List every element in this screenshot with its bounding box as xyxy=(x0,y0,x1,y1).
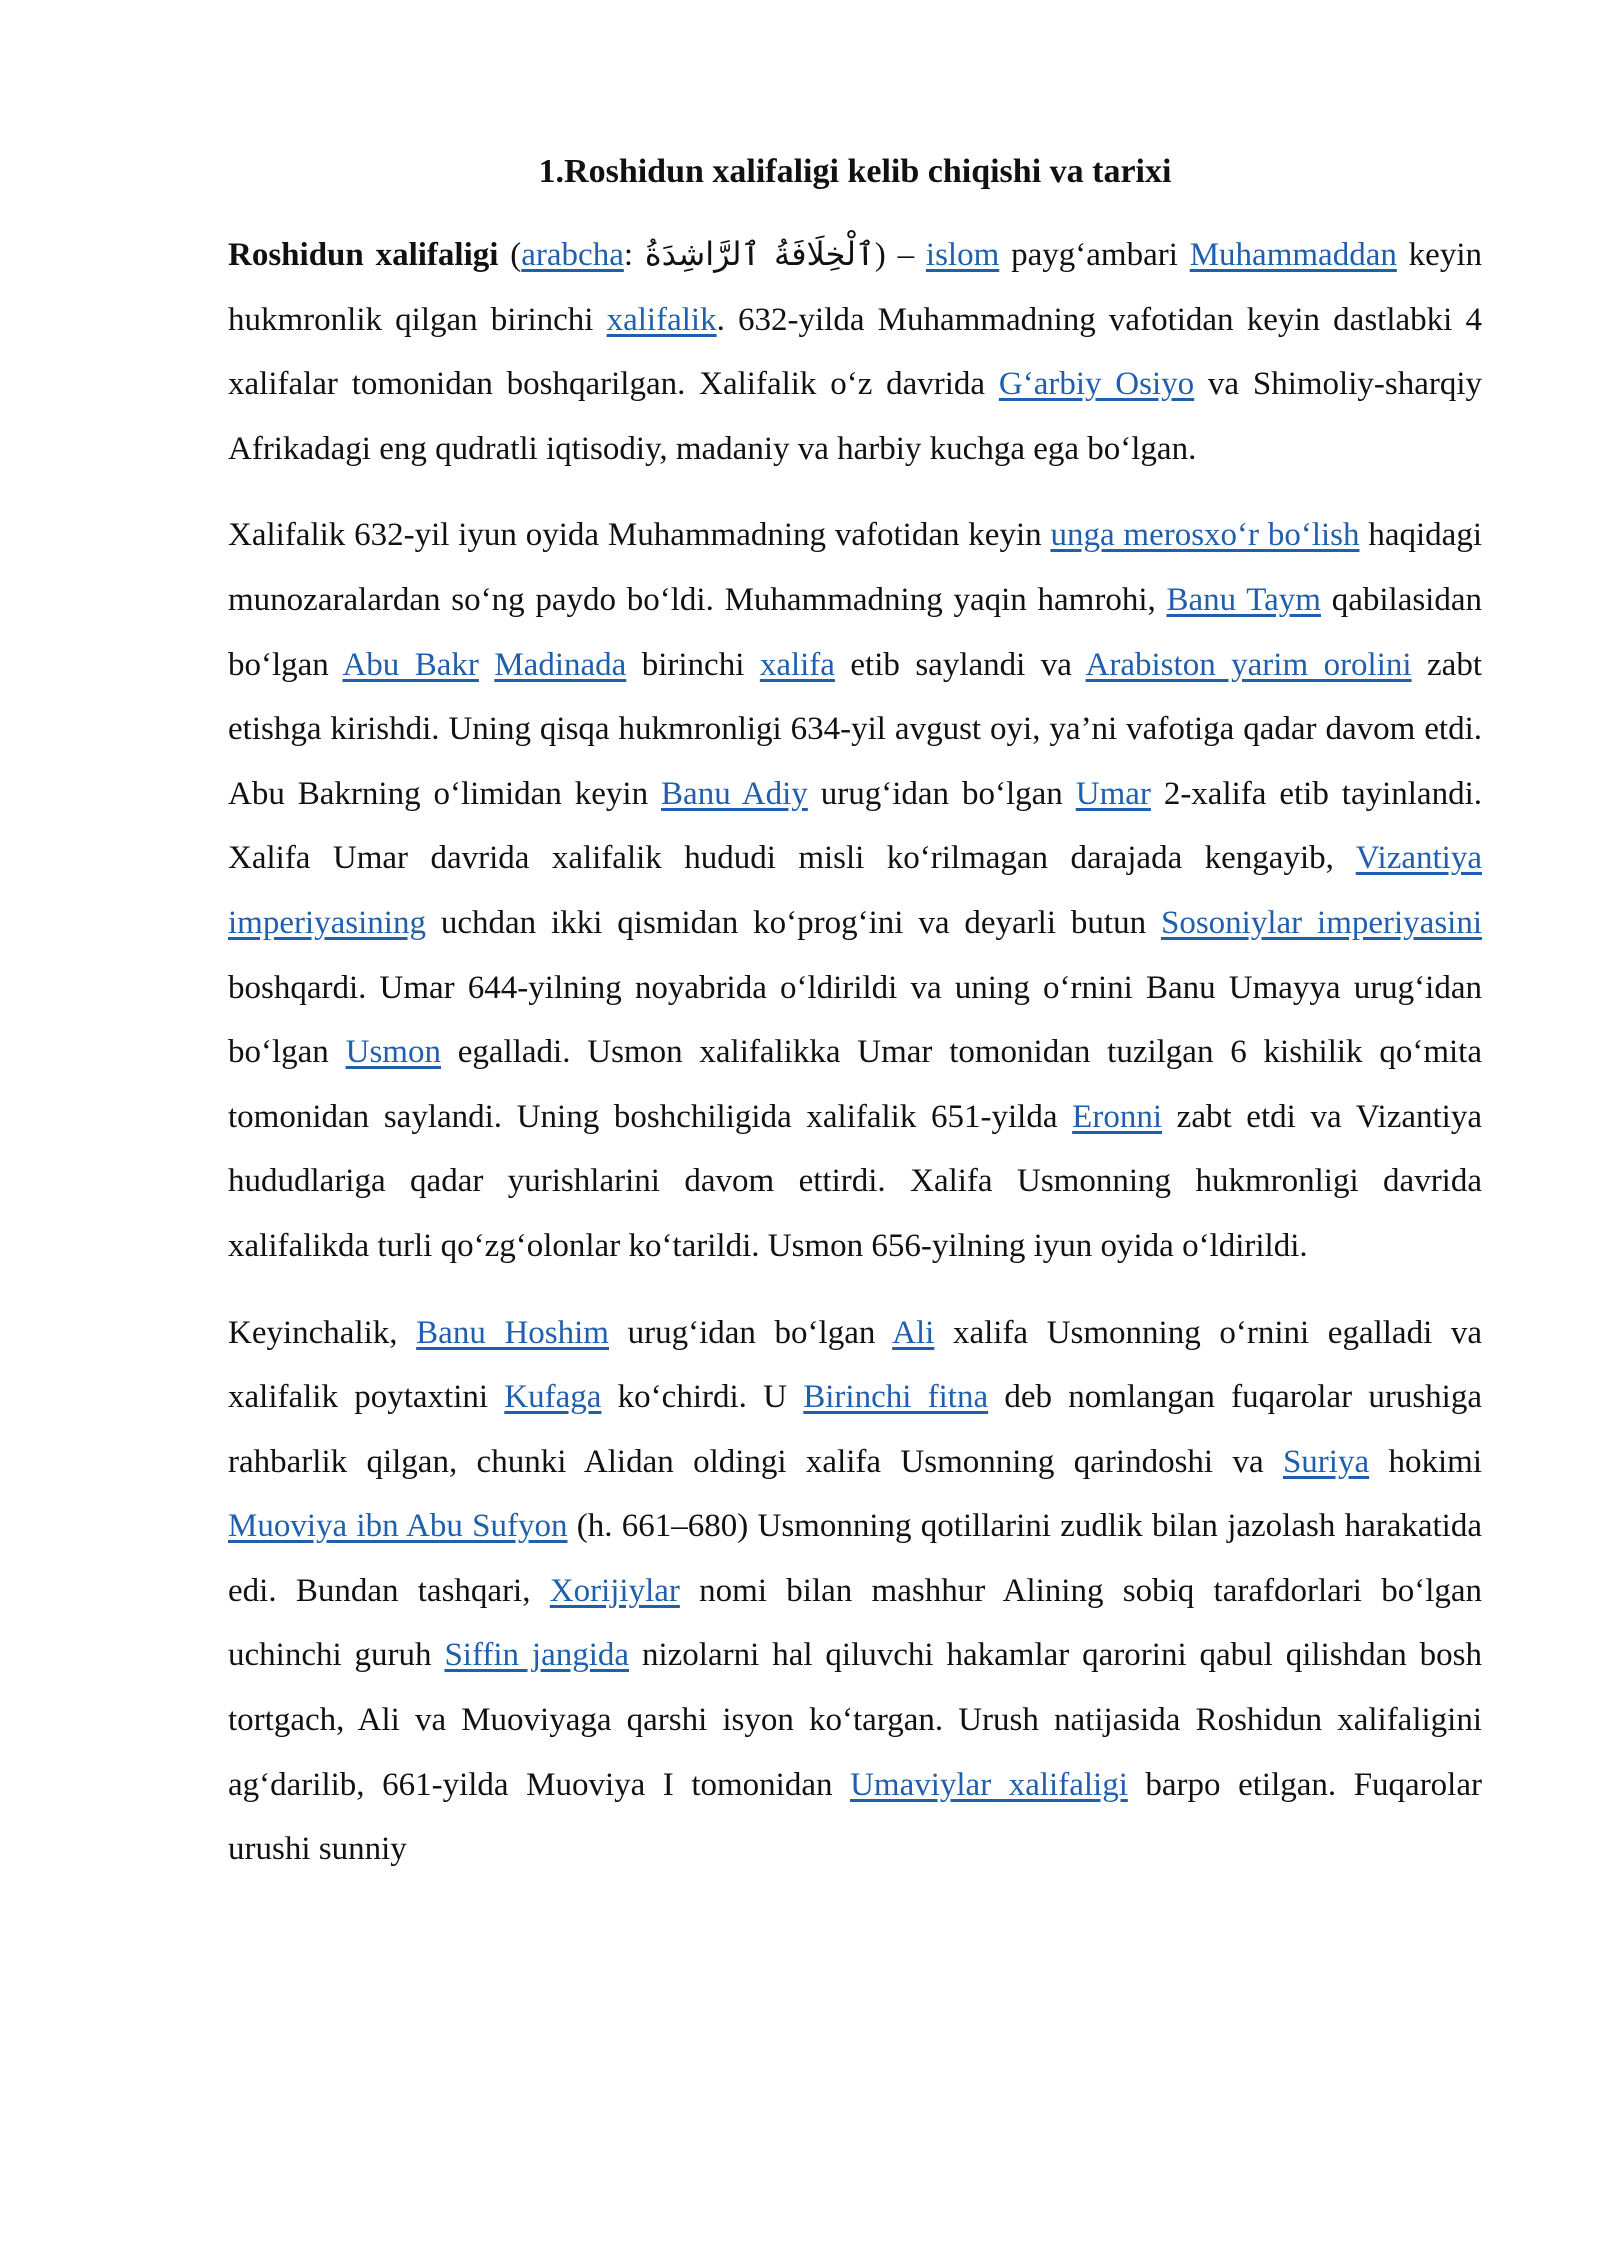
link-arabiston[interactable]: Arabiston yarim orolini xyxy=(1085,646,1412,683)
link-umar[interactable]: Umar xyxy=(1075,775,1151,812)
link-kufaga[interactable]: Kufaga xyxy=(504,1379,602,1416)
text-run: nomi bilan mashhur Alining sobiq tarafdorlari bo‘lgan uchinchi guruh xyxy=(228,1572,1483,1674)
text-run: xalifa Usmonning o‘rnini egalladi va xalifalik poytaxtini xyxy=(228,1314,1483,1416)
text-run: barpo etilgan. Fuqarolar urushi sunniy xyxy=(228,1766,1482,1868)
text-run: . 632-yilda Muhammadning vafotidan keyin dastlabki 4 xalifalar tomonidan boshqarilgan. Xalifalik o‘z davrida xyxy=(228,301,1482,403)
text-run: deb nomlangan fuqarolar urushiga rahbarlik qilgan, chunki Alidan oldingi xalifa Usmonning qarindoshi va xyxy=(228,1379,1482,1480)
link-suriya[interactable]: Suriya xyxy=(1282,1443,1370,1480)
paragraph-ali xyxy=(228,1301,1482,1882)
text-run: urug‘idan bo‘lgan xyxy=(807,775,1076,812)
text-run: etib saylandi va xyxy=(834,646,1086,683)
link-muhammaddan[interactable]: Muhammaddan xyxy=(1189,237,1397,273)
text-run: ( xyxy=(498,237,522,273)
link-ali[interactable]: Ali xyxy=(892,1314,935,1351)
text-run: va Shimoliy-sharqiy Afrikadagi eng qudratli iqtisodiy, madaniy va harbiy kuchga ega bo‘lgan. xyxy=(228,366,1483,467)
text-run: Xalifalik 632-yil iyun oyida Muhammadning vafotidan keyin xyxy=(228,517,1051,554)
link-arabcha[interactable]: arabcha xyxy=(521,237,624,273)
text-run: urug‘idan bo‘lgan xyxy=(608,1314,893,1351)
paragraph-intro xyxy=(228,222,1482,481)
text-run: zabt etdi va Vizantiya hududlariga qadar yurishlarini davom ettirdi. Xalifa Usmonning hukmronligi davrida xalifalikda turli qo‘zg‘olonlar ko‘tarildi. Usmon 656-yilning iyun oyida o‘ldirildi. xyxy=(228,1098,1482,1264)
link-usmon[interactable]: Usmon xyxy=(345,1034,441,1071)
link-vizantiya[interactable]: Vizantiya imperiyasining xyxy=(228,840,1482,941)
link-muoviya[interactable]: Muoviya ibn Abu Sufyon xyxy=(228,1508,568,1545)
text-run: haqidagi munozaralardan so‘ng paydo bo‘ldi. Muhammadning yaqin hamrohi, xyxy=(228,517,1482,618)
text-run: 2-xalifa etib tayinlandi. Xalifa Umar davrida xalifalik hududi misli ko‘rilmagan darajada kengayib, xyxy=(228,775,1482,877)
text-run: keyin hukmronlik qilgan birinchi xyxy=(228,237,1482,338)
link-eronni[interactable]: Eronni xyxy=(1072,1098,1162,1135)
link-xorijiylar[interactable]: Xorijiylar xyxy=(549,1572,680,1609)
text-run: : xyxy=(623,237,645,273)
text-run: payg‘ambari xyxy=(999,237,1190,273)
page-title: 1.Roshidun xalifaligi kelib chiqishi va tarixi xyxy=(538,153,1172,190)
text-run: birinchi xyxy=(626,646,760,683)
link-banu-hoshim[interactable]: Banu Hoshim xyxy=(416,1314,609,1351)
link-umaviylar[interactable]: Umaviylar xalifaligi xyxy=(850,1766,1128,1803)
link-xalifa[interactable]: xalifa xyxy=(759,646,835,683)
text-run: Keyinchalik, xyxy=(228,1314,417,1351)
text-run: zabt etishga kirishdi. Uning qisqa hukmronligi 634-yil avgust oyi, ya’ni vafotiga qadar davom etdi. Abu Bakrning o‘limidan keyin xyxy=(228,646,1482,812)
link-garbiy-osiyo[interactable]: G‘arbiy Osiyo xyxy=(998,366,1195,403)
link-merosxor[interactable]: unga merosxo‘r bo‘lish xyxy=(1050,517,1360,554)
term-bold: Roshidun xalifaligi xyxy=(228,237,499,273)
link-xalifalik[interactable]: xalifalik xyxy=(606,301,717,338)
text-run: hokimi xyxy=(1369,1443,1482,1480)
text-run: qabilasidan bo‘lgan xyxy=(228,581,1482,683)
link-sosoniylar[interactable]: Sosoniylar imperiyasini xyxy=(1160,904,1482,941)
text-run: ko‘chirdi. U xyxy=(601,1379,804,1416)
text-run: (h. 661–680) Usmonning qotillarini zudlik bilan jazolash harakatida edi. Bundan tashqari, xyxy=(228,1508,1482,1609)
text-run xyxy=(479,647,494,683)
paragraph-history xyxy=(228,503,1482,1278)
text-run: nizolarni hal qiluvchi hakamlar qarorini qabul qilishdan bosh tortgach, Ali va Muoviyaga qarshi isyon ko‘targan. Urush natijasida Roshidun xalifaligini ag‘darilib, 661-yilda Muoviya I tomonidan xyxy=(228,1637,1483,1803)
link-abu-bakr[interactable]: Abu Bakr xyxy=(342,646,479,683)
link-banu-taym[interactable]: Banu Taym xyxy=(1166,581,1321,618)
link-siffin[interactable]: Siffin jangida xyxy=(444,1637,630,1674)
arabic-name: ٱلْخِلَافَةُ ٱلرَّاشِدَةُ xyxy=(644,235,875,273)
text-run: boshqardi. Umar 644-yilning noyabrida o‘ldirildi va uning o‘rnini Banu Umayya urug‘idan bo‘lgan xyxy=(228,969,1482,1071)
text-run: uchdan ikki qismidan ko‘prog‘ini va deyarli butun xyxy=(425,904,1161,941)
link-banu-adiy[interactable]: Banu Adiy xyxy=(661,775,808,812)
text-run: ) – xyxy=(874,237,926,273)
link-islom[interactable]: islom xyxy=(925,237,1000,273)
link-madinada[interactable]: Madinada xyxy=(494,646,627,683)
text-run: egalladi. Usmon xalifalikka Umar tomonidan tuzilgan 6 kishilik qo‘mita tomonidan saylandi. Uning boshchiligida xalifalik 651-yilda xyxy=(228,1034,1482,1135)
link-birinchi-fitna[interactable]: Birinchi fitna xyxy=(803,1379,989,1416)
